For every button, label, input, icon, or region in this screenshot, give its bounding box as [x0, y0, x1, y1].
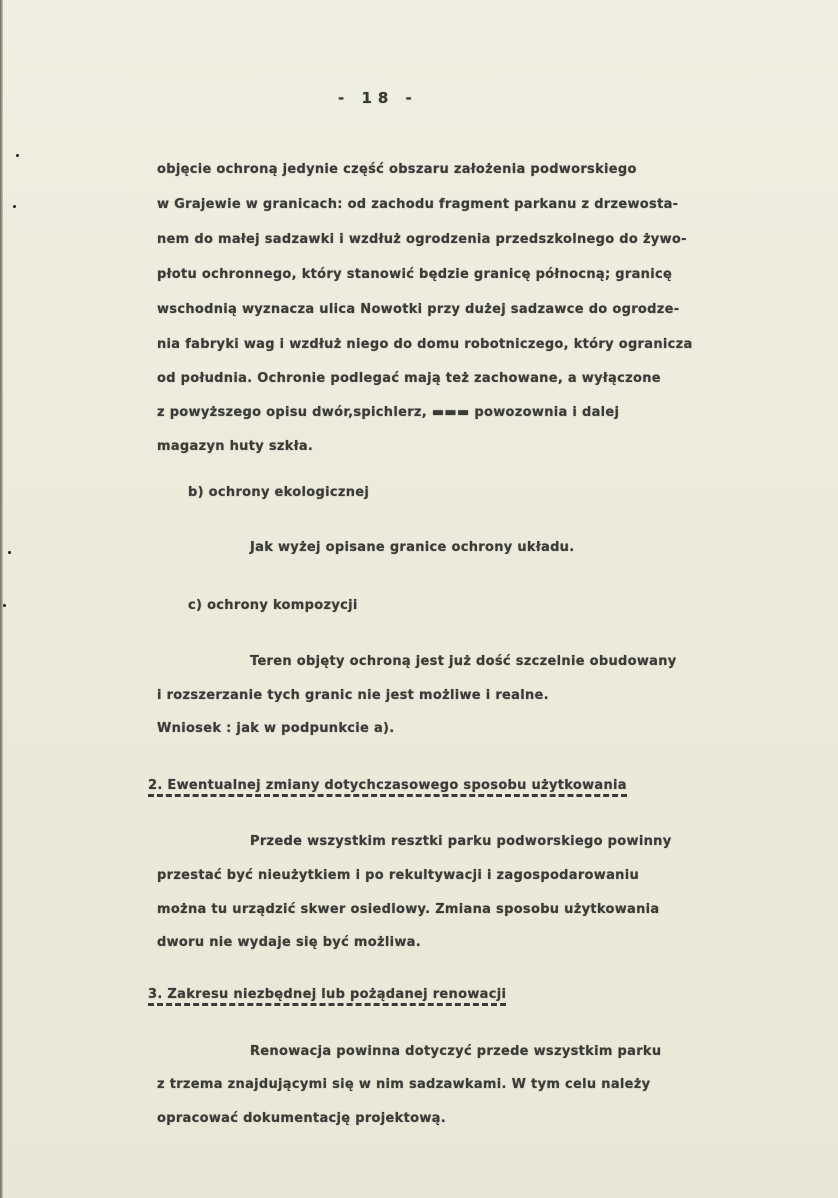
- section-2-heading: 2. Ewentualnej zmiany dotychczasowego sposobu użytkowania: [148, 778, 627, 797]
- paragraph-line: dworu nie wydaje się być możliwa.: [157, 935, 421, 950]
- paragraph-line: Wniosek : jak w podpunkcie a).: [157, 721, 395, 736]
- paragraph-line: opracować dokumentację projektową.: [157, 1111, 446, 1126]
- paragraph-line: w Grajewie w granicach: od zachodu fragment parkanu z drzewosta-: [157, 197, 679, 212]
- section-b-text: Jak wyżej opisane granice ochrony układu.: [250, 540, 575, 555]
- paragraph-line: Teren objęty ochroną jest już dość szczelnie obudowany: [250, 654, 677, 669]
- page-number: - 18 -: [338, 89, 418, 107]
- section-b-label: b) ochrony ekologicznej: [188, 485, 370, 500]
- scan-speck: [8, 551, 11, 554]
- paragraph-line: przestać być nieużytkiem i po rekultywacji i zagospodarowaniu: [157, 868, 640, 883]
- paragraph-line: można tu urządzić skwer osiedlowy. Zmiana sposobu użytkowania: [157, 902, 660, 917]
- paragraph-line: z trzema znajdującymi się w nim sadzawkami. W tym celu należy: [157, 1077, 651, 1092]
- paragraph-line: i rozszerzanie tych granic nie jest możliwe i realne.: [157, 688, 549, 703]
- paragraph-line: nem do małej sadzawki i wzdłuż ogrodzenia przedszkolnego do żywo-: [157, 232, 687, 247]
- paragraph-line: Renowacja powinna dotyczyć przede wszystkim parku: [250, 1044, 662, 1059]
- paragraph-line: z powyższego opisu dwór,spichlerz, ▬▬▬ powozownia i dalej: [157, 405, 620, 420]
- paragraph-line: wschodnią wyznacza ulica Nowotki przy dużej sadzawce do ogrodze-: [157, 302, 680, 317]
- scan-speck: [16, 154, 19, 157]
- paragraph-line: płotu ochronnego, który stanowić będzie granicę północną; granicę: [157, 267, 673, 282]
- paragraph-line: Przede wszystkim resztki parku podworskiego powinny: [250, 834, 672, 849]
- section-3-heading: 3. Zakresu niezbędnej lub pożądanej renowacji: [148, 987, 506, 1006]
- page-edge-shadow: [0, 0, 3, 1198]
- scan-speck: [3, 604, 6, 607]
- paragraph-line: nia fabryki wag i wzdłuż niego do domu robotniczego, który ogranicza: [157, 337, 693, 352]
- section-c-label: c) ochrony kompozycji: [188, 598, 358, 613]
- scan-speck: [13, 205, 16, 208]
- paragraph-line: od południa. Ochronie podlegać mają też zachowane, a wyłączone: [157, 371, 661, 386]
- paragraph-line: objęcie ochroną jedynie część obszaru założenia podworskiego: [157, 162, 637, 177]
- paragraph-line: magazyn huty szkła.: [157, 439, 314, 454]
